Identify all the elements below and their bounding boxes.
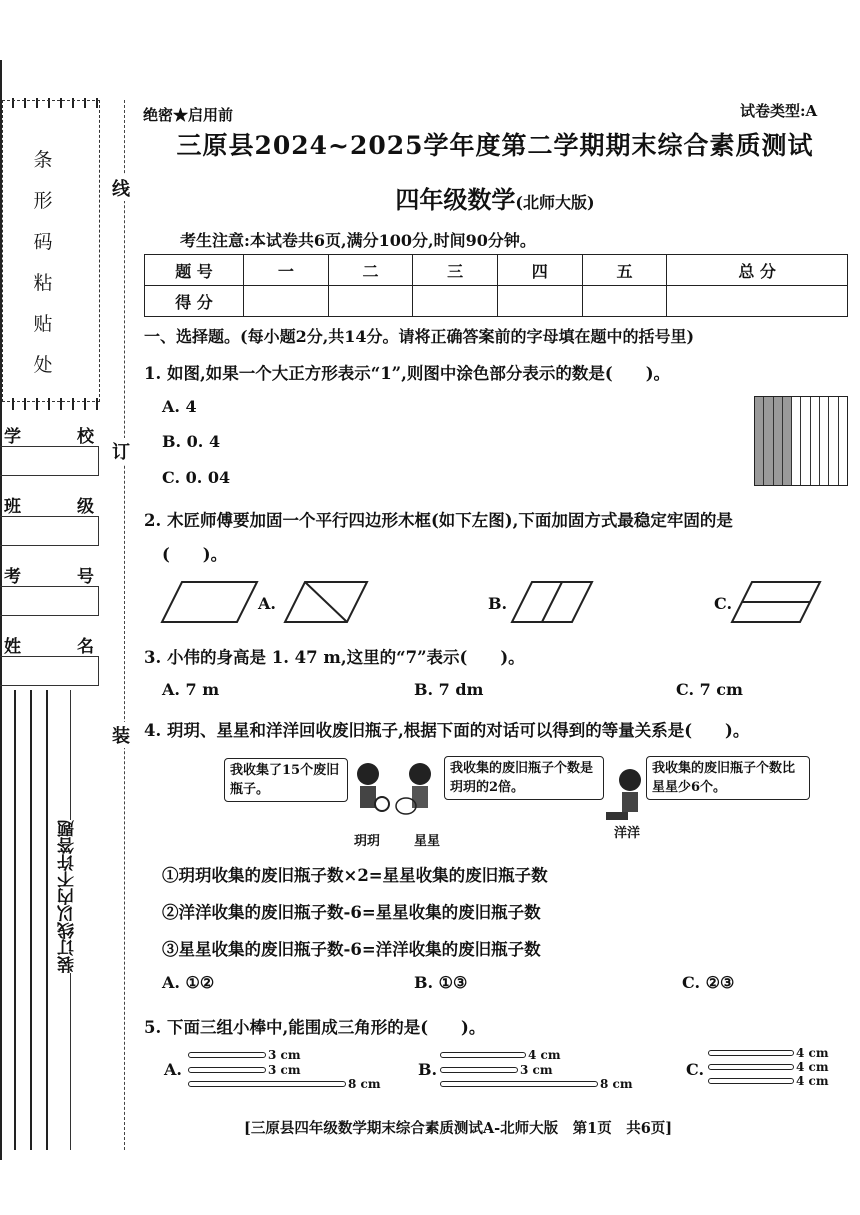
question-1: 1. 如图,如果一个大正方形表示“1”,则图中涂色部分表示的数是( )。 [144,364,671,383]
score-cell: 三 [413,255,498,286]
q1-option-a[interactable]: A. 4 [162,397,197,416]
q3-option-a[interactable]: A. 7 m [162,680,220,699]
score-table [144,254,848,317]
q2-option-c[interactable]: C. [714,594,733,613]
score-input-cell[interactable] [667,286,848,317]
binding-char-zhuang: 装 [112,722,130,748]
q5-option-c[interactable]: C. [686,1060,705,1079]
paper-type: 试卷类型:A [740,102,818,120]
binding-line [124,100,125,1150]
stick [440,1052,526,1058]
exam-number-input-box[interactable] [0,586,99,616]
brace-diagonal [305,582,347,622]
q4-statement-3: ③星星收集的废旧瓶子数-6=洋洋收集的废旧瓶子数 [162,940,541,959]
q4-statement-1: ①玥玥收集的废旧瓶子数×2=星星收集的废旧瓶子数 [162,866,548,885]
q5-option-a[interactable]: A. [164,1060,182,1079]
exam-subtitle [150,180,840,215]
q4-option-c[interactable]: C. ②③ [682,973,735,992]
stick-length: 3 cm [268,1048,301,1062]
speech-bubble-yangyang: 我收集的废旧瓶子个数比星星少6个。 [646,756,810,800]
parallelogram-original [162,582,257,622]
score-cell: 总 分 [667,255,848,286]
q1-option-c[interactable]: C. 0. 04 [162,468,231,487]
score-input-cell[interactable] [328,286,413,317]
stick [708,1050,794,1056]
strip [811,397,820,485]
child-head-icon [409,763,431,785]
exam-title: 三原县2024~2025学年度第二学期期末综合素质测试 [176,131,814,160]
child-body-icon [622,792,638,812]
strip-shaded [755,397,764,485]
binding-char-ding: 订 [112,438,130,464]
page-footer: [三原县四年级数学期末综合素质测试A-北师大版 第1页 共6页] [244,1120,673,1137]
score-cell: 得 分 [145,286,244,317]
class-input-box[interactable] [0,516,99,546]
name-field[interactable]: 姓 名 [0,630,98,688]
stick [440,1067,518,1073]
q1-fraction-figure [754,396,848,486]
q3-option-b[interactable]: B. 7 dm [414,680,484,699]
child-body-icon [412,786,428,808]
school-input-box[interactable] [0,446,99,476]
q4-statement-2: ②洋洋收集的废旧瓶子数-6=星星收集的废旧瓶子数 [162,903,541,922]
child-body-icon [360,786,376,808]
score-row [145,286,848,317]
exam-number-field[interactable]: 考 号 [0,560,98,618]
confidential-label: 绝密★启用前 [143,106,234,124]
stick [188,1052,266,1058]
section-heading: 一、选择题。(每小题2分,共14分。请将正确答案前的字母填在题中的括号里) [144,327,695,346]
question-2-blank: ( )。 [162,545,228,564]
question-5: 5. 下面三组小棒中,能围成三角形的是( )。 [144,1018,486,1037]
binding-char-line: 线 [112,175,130,201]
q5-option-b[interactable]: B. [418,1060,438,1079]
q1-option-b[interactable]: B. 0. 4 [162,432,221,451]
q3-option-c[interactable]: C. 7 cm [676,680,743,699]
stick-length: 8 cm [600,1077,633,1091]
score-header-row [145,255,848,286]
binding-warning: 装订线以内不许答题 [58,820,84,973]
speech-bubble-xingxing: 我收集的废旧瓶子个数是玥玥的2倍。 [444,756,604,800]
stick-length: 4 cm [796,1060,829,1074]
strip [829,397,838,485]
school-field[interactable]: 学 校 [0,420,98,478]
strip [801,397,810,485]
child-head-icon [619,769,641,791]
strip [792,397,801,485]
question-4: 4. 玥玥、星星和洋洋回收废旧瓶子,根据下面的对话可以得到的等量关系是( )。 [144,721,750,740]
speech-bubble-yueyue: 我收集了15个废旧瓶子。 [224,758,348,802]
subject-title: 四年级数学 [395,185,516,214]
score-cell: 一 [244,255,329,286]
stick-length: 8 cm [348,1077,381,1091]
question-2: 2. 木匠师傅要加固一个平行四边形木框(如下左图),下面加固方式最稳定牢固的是 [144,511,733,530]
q4-option-b[interactable]: B. ①③ [414,973,468,992]
stick [188,1081,346,1087]
field-label: 学 [4,427,21,447]
exam-notice: 考生注意:本试卷共6页,满分100分,时间90分钟。 [180,231,536,250]
stick [708,1078,794,1084]
score-input-cell[interactable] [244,286,329,317]
name-input-box[interactable] [0,656,99,686]
score-cell: 五 [582,255,667,286]
score-input-cell[interactable] [497,286,582,317]
strip-shaded [774,397,783,485]
name-yueyue: 玥玥 [354,834,381,849]
question-3: 3. 小伟的身高是 1. 47 m,这里的“7”表示( )。 [144,648,525,667]
edition-note: (北师大版) [515,193,595,212]
name-xingxing: 星星 [414,834,441,849]
score-input-cell[interactable] [413,286,498,317]
stick-length: 4 cm [796,1046,829,1060]
score-input-cell[interactable] [582,286,667,317]
score-cell: 二 [328,255,413,286]
stick [440,1081,598,1087]
stick [188,1067,266,1073]
strip-shaded [764,397,773,485]
brace-vertical [542,582,562,622]
children-illustration [340,760,660,830]
stick-length: 3 cm [520,1063,553,1077]
score-cell: 四 [497,255,582,286]
stick-length: 4 cm [528,1048,561,1062]
q4-option-a[interactable]: A. ①② [162,973,215,992]
stick-length: 3 cm [268,1063,301,1077]
cart-icon [606,812,628,820]
strip [839,397,847,485]
stick [708,1064,794,1070]
score-cell: 题 号 [145,255,244,286]
bottle-bag-icon [375,797,389,811]
child-head-icon [357,763,379,785]
strip [820,397,829,485]
q2-option-a[interactable]: A. [258,594,276,613]
q2-option-b[interactable]: B. [488,594,508,613]
strip-shaded [783,397,792,485]
name-yangyang: 洋洋 [614,826,641,841]
stick-length: 4 cm [796,1074,829,1088]
class-field[interactable]: 班 级 [0,490,98,548]
tick-marks-bottom [0,398,100,410]
barcode-label: 条形码粘贴处 [33,149,53,376]
